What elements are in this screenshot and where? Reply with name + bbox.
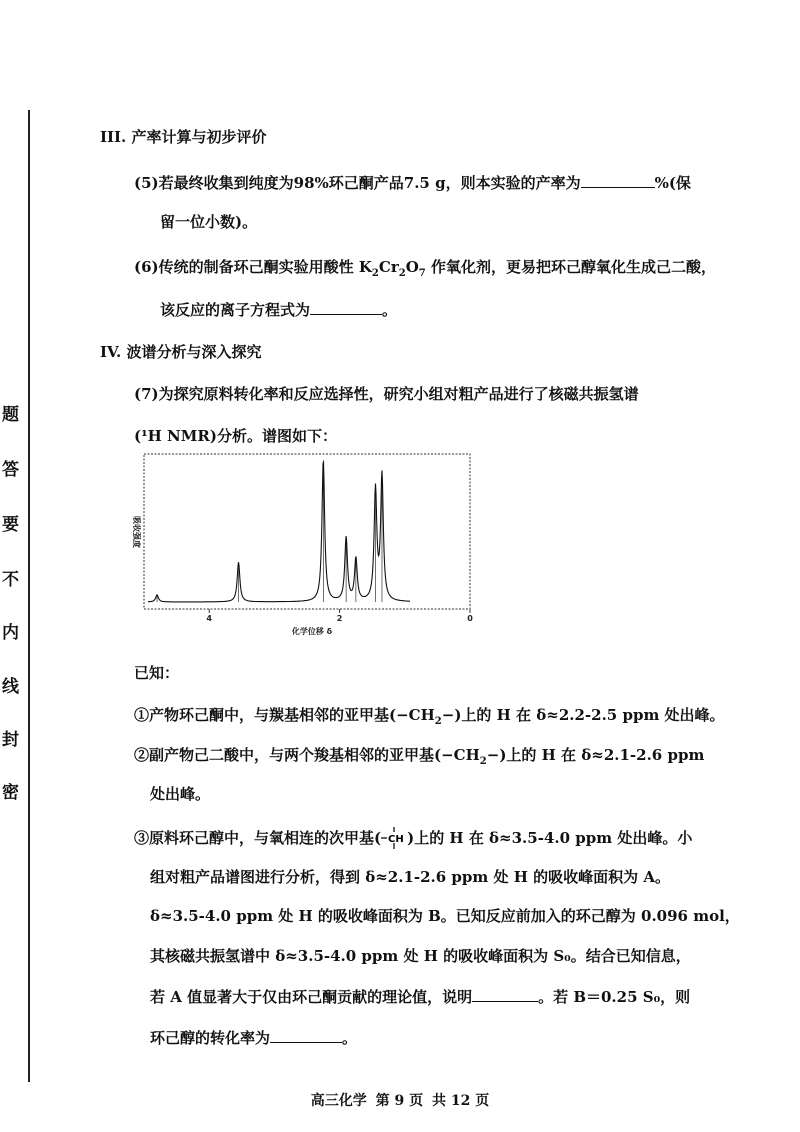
known-1b: −)上的 H 在 δ≈2.2-2.5 ppm 处出峰。 [441, 706, 725, 724]
question-5-line2: 留一位小数)。 [160, 213, 258, 231]
seal-char: 线 [2, 677, 19, 697]
sealing-line-notice [0, 400, 24, 803]
seal-char: 不 [2, 570, 19, 590]
q6-text-c: O [405, 258, 419, 276]
x-tick-label: 0 [467, 614, 473, 623]
known-3i: 。 [342, 1029, 358, 1047]
nmr-spectrum-svg [122, 452, 482, 637]
methine-label: CH [388, 834, 404, 845]
known-2a: ②副产物己二酸中，与两个羧基相邻的亚甲基(−CH [134, 746, 480, 764]
spectrum-trace [148, 462, 410, 602]
known-3h: 环己醇的转化率为 [150, 1029, 271, 1047]
question-7-line1: (7)为探究原料转化率和反应选择性，研究小组对粗产品进行了核磁共振氢谱 [134, 385, 639, 403]
known-2-sub: 2 [479, 756, 487, 767]
q6-text-e: 该反应的离子方程式为 [160, 301, 311, 319]
q5-text-c: %(保 [654, 174, 691, 192]
known-3b: )上的 H 在 δ≈3.5-4.0 ppm 处出峰。小 [407, 829, 693, 847]
known-1-sub: 2 [434, 716, 442, 727]
known-3a: ③原料环己醇中，与氧相连的次甲基( [134, 829, 382, 847]
known-item-3-line6 [150, 1028, 357, 1048]
nmr-spectrum-chart [122, 452, 482, 637]
known-1a: ①产物环己酮中，与羰基相邻的亚甲基(−CH [134, 706, 435, 724]
q6-equation-blank[interactable] [310, 300, 382, 315]
seal-char: 题 [2, 405, 19, 425]
q6-sub: 7 [418, 268, 426, 279]
methine-bond-icon [381, 827, 407, 849]
question-6-line2 [160, 300, 397, 320]
q6-text-a: (6)传统的制备环己酮实验用酸性 K [134, 258, 372, 276]
known-label: 已知： [134, 664, 180, 682]
known-item-3-line2: 组对粗产品谱图进行分析，得到 δ≈2.1-2.6 ppm 处 H 的吸收峰面积为 A。 [150, 868, 670, 886]
section-3-heading: III. 产率计算与初步评价 [100, 128, 267, 146]
explanation-blank[interactable] [472, 987, 538, 1002]
question-5-line1 [134, 173, 691, 193]
seal-char: 密 [2, 783, 19, 803]
question-6-line1 [134, 257, 716, 284]
known-item-2-cont: 处出峰。 [150, 785, 211, 803]
q5-text-a: (5)若最终收集到纯度为98%环己酮产品 [134, 174, 404, 192]
binding-margin-line [28, 110, 30, 1082]
q5-yield-blank[interactable] [581, 173, 655, 188]
seal-char: 内 [2, 623, 19, 643]
conversion-rate-blank[interactable] [270, 1028, 342, 1043]
known-3g: 。若 B＝0.25 S₀，则 [538, 988, 691, 1006]
known-3f: 若 A 值显著大于仅由环己酮贡献的理论值，说明 [150, 988, 473, 1006]
seal-char: 封 [2, 730, 19, 750]
known-item-3-line5 [150, 987, 690, 1007]
q6-text-f: 。 [382, 301, 398, 319]
page-footer [0, 1090, 800, 1110]
footer-total: 共 12 页 [432, 1093, 490, 1109]
known-item-3-line3: δ≈3.5-4.0 ppm 处 H 的吸收峰面积为 B。已知反应前加入的环己醇为 0.096 mol， [150, 907, 740, 925]
q6-text-b: Cr [378, 258, 399, 276]
known-item-3-line4: 其核磁共振氢谱中 δ≈3.5-4.0 ppm 处 H 的吸收峰面积为 S₀。结合已知信息， [150, 947, 691, 965]
known-item-1 [134, 705, 725, 732]
x-tick-label: 2 [336, 614, 343, 623]
footer-page: 第 9 页 [375, 1093, 424, 1109]
known-item-3 [134, 828, 692, 849]
q5-text-b: 7.5 g，则本实验的产率为 [403, 174, 581, 192]
question-7-line2: (¹H NMR)分析。谱图如下： [134, 427, 337, 445]
y-axis-label: 吸收强度 [132, 516, 141, 548]
x-tick-label: 4 [206, 614, 212, 623]
footer-subject: 高三化学 [310, 1093, 367, 1109]
plot-frame [144, 454, 470, 609]
known-2b: −)上的 H 在 δ≈2.1-2.6 ppm [486, 746, 705, 764]
seal-char: 答 [2, 460, 19, 480]
section-4-heading: IV. 波谱分析与深入探究 [100, 343, 262, 361]
q6-sub: 2 [371, 268, 379, 279]
q6-sub: 2 [398, 268, 406, 279]
known-item-2 [134, 745, 704, 772]
seal-char: 要 [2, 515, 19, 535]
methine-group [381, 829, 407, 849]
q6-text-d: 作氧化剂，更易把环己醇氧化生成己二酸， [425, 258, 716, 276]
x-axis-label: 化学位移 δ [291, 627, 333, 636]
